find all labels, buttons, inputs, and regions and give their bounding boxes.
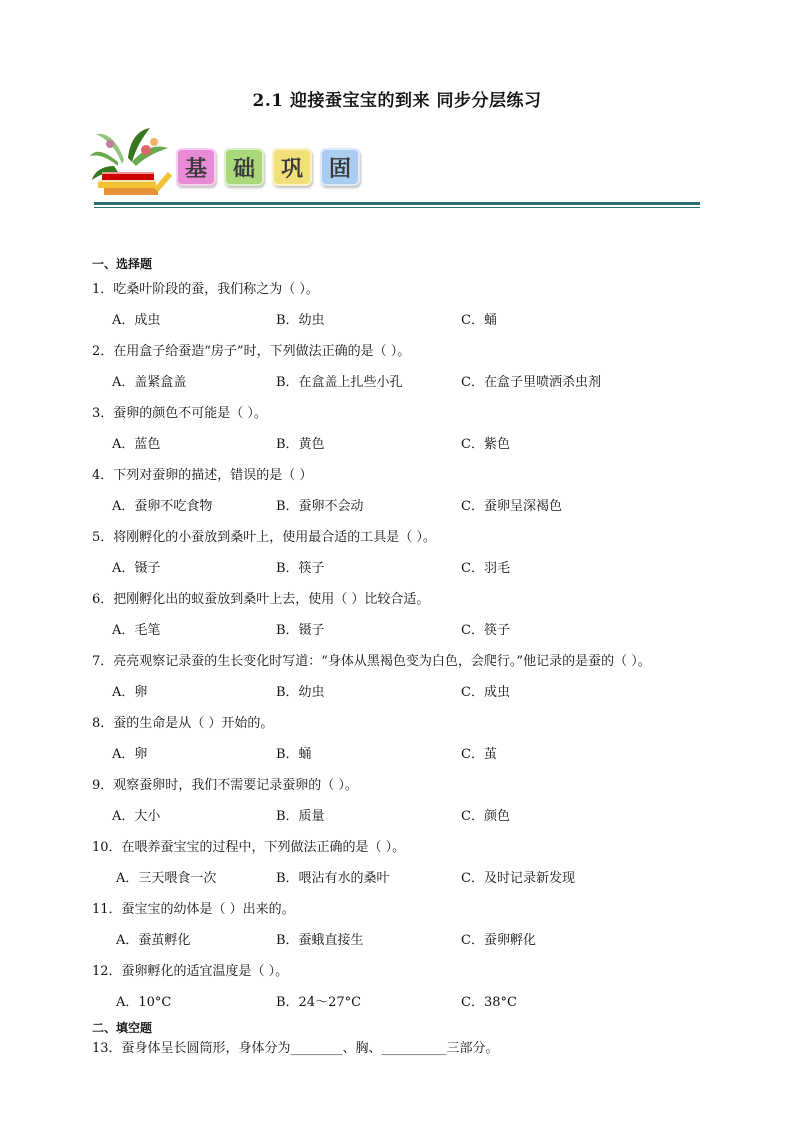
question-3 (92, 398, 732, 460)
option-b: B．蛹 (276, 747, 312, 762)
option-c: C．蚕卵孵化 (461, 933, 536, 948)
fill-question-13: 13．蚕身体呈长圆筒形，身体分为________、胸、__________三部分。 (92, 1041, 499, 1056)
option-b: B．蚕蛾直接生 (276, 933, 364, 948)
question-1 (92, 274, 732, 336)
option-b: B．蚕卵不会动 (276, 499, 364, 514)
option-c: C．茧 (461, 747, 497, 762)
option-c: C．羽毛 (461, 561, 510, 576)
option-c: C．成虫 (461, 685, 510, 700)
banner-tile-2: 础 (224, 148, 264, 186)
option-a: A．毛笔 (112, 623, 161, 638)
option-a: A．成虫 (112, 313, 161, 328)
question-7 (92, 646, 732, 708)
question-stem: 4．下列对蚕卵的描述，错误的是（ ） (92, 468, 313, 483)
option-b: B．黄色 (276, 437, 325, 452)
section-heading-fill: 二、填空题 (92, 1021, 153, 1035)
option-c: C．38°C (461, 995, 517, 1010)
option-c: C．在盒子里喷洒杀虫剂 (461, 375, 601, 390)
question-stem: 7．亮亮观察记录蚕的生长变化时写道：“身体从黑褐色变为白色，会爬行。”他记录的是蚕的（ ）。 (92, 654, 651, 669)
option-a: A．10°C (116, 995, 172, 1010)
question-4 (92, 460, 732, 522)
option-a: A．镊子 (112, 561, 161, 576)
banner-divider-thin (94, 207, 700, 208)
option-a: A．盖紧盒盖 (112, 375, 187, 390)
question-9 (92, 770, 732, 832)
option-b: B．筷子 (276, 561, 325, 576)
question-stem: 3．蚕卵的颜色不可能是（ ）。 (92, 406, 267, 421)
question-8 (92, 708, 732, 770)
option-b: B．24～27°C (276, 995, 362, 1010)
option-b: B．幼虫 (276, 685, 325, 700)
books-plant-illustration (88, 122, 178, 197)
option-a: A．蚕卵不吃食物 (112, 499, 213, 514)
page-title: 2.1 迎接蚕宝宝的到来 同步分层练习 (252, 91, 542, 111)
option-c: C．紫色 (461, 437, 510, 452)
question-11 (92, 894, 732, 956)
question-stem: 2．在用盒子给蚕造“房子”时，下列做法正确的是（ ）。 (92, 344, 411, 359)
option-b: B．喂沾有水的桑叶 (276, 871, 390, 886)
question-stem: 6．把刚孵化出的蚁蚕放到桑叶上去，使用（ ）比较合适。 (92, 592, 430, 607)
option-c: C．及时记录新发现 (461, 871, 575, 886)
option-c: C．蛹 (461, 313, 497, 328)
question-5 (92, 522, 732, 584)
question-stem: 1．吃桑叶阶段的蚕，我们称之为（ ）。 (92, 282, 319, 297)
option-a: A．蚕茧孵化 (116, 933, 191, 948)
question-2 (92, 336, 732, 398)
option-c: C．筷子 (461, 623, 510, 638)
option-a: A．卵 (112, 685, 148, 700)
banner-tile-3: 巩 (272, 148, 312, 186)
option-b: B．幼虫 (276, 313, 325, 328)
banner-tile-4: 固 (320, 148, 360, 186)
question-stem: 12．蚕卵孵化的适宜温度是（ ）。 (92, 964, 289, 979)
option-a: A．卵 (112, 747, 148, 762)
question-stem: 5．将刚孵化的小蚕放到桑叶上，使用最合适的工具是（ ）。 (92, 530, 436, 545)
option-b: B．在盒盖上扎些小孔 (276, 375, 403, 390)
option-b: B．镊子 (276, 623, 325, 638)
question-stem: 11．蚕宝宝的幼体是（ ）出来的。 (92, 902, 295, 917)
question-10 (92, 832, 732, 894)
option-a: A．蓝色 (112, 437, 161, 452)
question-stem: 10．在喂养蚕宝宝的过程中，下列做法正确的是（ ）。 (92, 840, 406, 855)
question-6 (92, 584, 732, 646)
banner-tile-1: 基 (176, 148, 216, 186)
exercise-body (92, 254, 732, 1060)
option-c: C．蚕卵呈深褐色 (461, 499, 562, 514)
banner-divider-thick (94, 202, 700, 205)
option-a: A．大小 (112, 809, 161, 824)
question-stem: 8．蚕的生命是从（ ）开始的。 (92, 716, 274, 731)
option-c: C．颜色 (461, 809, 510, 824)
question-12 (92, 956, 732, 1018)
option-b: B．质量 (276, 809, 325, 824)
question-stem: 9．观察蚕卵时，我们不需要记录蚕卵的（ ）。 (92, 778, 358, 793)
section-heading-choice: 一、选择题 (92, 257, 153, 271)
option-a: A．三天喂食一次 (116, 871, 217, 886)
section-banner (88, 122, 708, 212)
